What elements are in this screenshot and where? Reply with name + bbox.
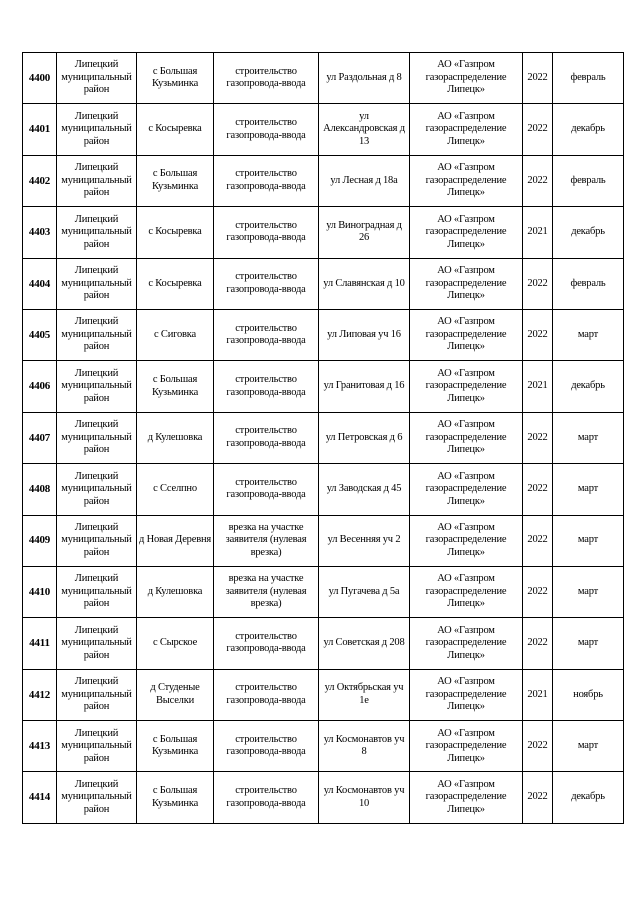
locality-cell: с Большая Кузьминка <box>137 361 214 412</box>
year-cell: 2022 <box>523 309 553 360</box>
work-type-cell: строительство газопровода-ввода <box>214 618 319 669</box>
address-cell: ул Пугачева д 5а <box>319 566 410 617</box>
month-cell: декабрь <box>553 772 624 823</box>
year-cell: 2022 <box>523 566 553 617</box>
locality-cell: с Косыревка <box>137 207 214 258</box>
work-type-cell: строительство газопровода-ввода <box>214 721 319 772</box>
row-number-cell: 4403 <box>23 207 57 258</box>
locality-cell: с Косыревка <box>137 258 214 309</box>
district-cell: Липецкий муниципальный район <box>57 412 137 463</box>
year-cell: 2022 <box>523 104 553 155</box>
organization-cell: АО «Газпром газораспределение Липецк» <box>410 669 523 720</box>
address-cell: ул Липовая уч 16 <box>319 309 410 360</box>
organization-cell: АО «Газпром газораспределение Липецк» <box>410 412 523 463</box>
organization-cell: АО «Газпром газораспределение Липецк» <box>410 258 523 309</box>
locality-cell: с Большая Кузьминка <box>137 721 214 772</box>
work-type-cell: строительство газопровода-ввода <box>214 669 319 720</box>
month-cell: март <box>553 721 624 772</box>
month-cell: ноябрь <box>553 669 624 720</box>
work-type-cell: строительство газопровода-ввода <box>214 258 319 309</box>
year-cell: 2022 <box>523 258 553 309</box>
work-type-cell: строительство газопровода-ввода <box>214 155 319 206</box>
locality-cell: д Кулешовка <box>137 412 214 463</box>
locality-cell: д Новая Деревня <box>137 515 214 566</box>
address-cell: ул Виноградная д 26 <box>319 207 410 258</box>
table-row <box>23 566 624 617</box>
locality-cell: с Сиговка <box>137 309 214 360</box>
locality-cell: с Большая Кузьминка <box>137 155 214 206</box>
work-type-cell: врезка на участке заявителя (нулевая врезка) <box>214 566 319 617</box>
row-number-cell: 4400 <box>23 53 57 104</box>
table-row <box>23 361 624 412</box>
year-cell: 2022 <box>523 53 553 104</box>
work-type-cell: строительство газопровода-ввода <box>214 104 319 155</box>
table-row <box>23 464 624 515</box>
work-type-cell: строительство газопровода-ввода <box>214 772 319 823</box>
organization-cell: АО «Газпром газораспределение Липецк» <box>410 721 523 772</box>
district-cell: Липецкий муниципальный район <box>57 566 137 617</box>
month-cell: март <box>553 515 624 566</box>
work-type-cell: строительство газопровода-ввода <box>214 412 319 463</box>
district-cell: Липецкий муниципальный район <box>57 53 137 104</box>
organization-cell: АО «Газпром газораспределение Липецк» <box>410 155 523 206</box>
table-row <box>23 207 624 258</box>
year-cell: 2022 <box>523 772 553 823</box>
month-cell: февраль <box>553 258 624 309</box>
organization-cell: АО «Газпром газораспределение Липецк» <box>410 361 523 412</box>
address-cell: ул Лесная д 18а <box>319 155 410 206</box>
row-number-cell: 4406 <box>23 361 57 412</box>
year-cell: 2021 <box>523 361 553 412</box>
locality-cell: с Большая Кузьминка <box>137 772 214 823</box>
organization-cell: АО «Газпром газораспределение Липецк» <box>410 772 523 823</box>
gasification-table <box>22 52 624 824</box>
row-number-cell: 4413 <box>23 721 57 772</box>
month-cell: март <box>553 412 624 463</box>
district-cell: Липецкий муниципальный район <box>57 618 137 669</box>
year-cell: 2022 <box>523 412 553 463</box>
locality-cell: д Кулешовка <box>137 566 214 617</box>
organization-cell: АО «Газпром газораспределение Липецк» <box>410 207 523 258</box>
district-cell: Липецкий муниципальный район <box>57 155 137 206</box>
district-cell: Липецкий муниципальный район <box>57 721 137 772</box>
year-cell: 2021 <box>523 669 553 720</box>
address-cell: ул Советская д 208 <box>319 618 410 669</box>
table-row <box>23 412 624 463</box>
organization-cell: АО «Газпром газораспределение Липецк» <box>410 566 523 617</box>
table-row <box>23 772 624 823</box>
district-cell: Липецкий муниципальный район <box>57 258 137 309</box>
address-cell: ул Заводская д 45 <box>319 464 410 515</box>
month-cell: март <box>553 566 624 617</box>
year-cell: 2022 <box>523 464 553 515</box>
organization-cell: АО «Газпром газораспределение Липецк» <box>410 515 523 566</box>
district-cell: Липецкий муниципальный район <box>57 669 137 720</box>
work-type-cell: строительство газопровода-ввода <box>214 309 319 360</box>
table-body <box>23 53 624 824</box>
address-cell: ул Славянская д 10 <box>319 258 410 309</box>
month-cell: декабрь <box>553 361 624 412</box>
month-cell: февраль <box>553 53 624 104</box>
table-row <box>23 104 624 155</box>
row-number-cell: 4405 <box>23 309 57 360</box>
year-cell: 2022 <box>523 721 553 772</box>
district-cell: Липецкий муниципальный район <box>57 515 137 566</box>
year-cell: 2022 <box>523 155 553 206</box>
locality-cell: с Сырское <box>137 618 214 669</box>
table-row <box>23 258 624 309</box>
row-number-cell: 4410 <box>23 566 57 617</box>
work-type-cell: врезка на участке заявителя (нулевая врезка) <box>214 515 319 566</box>
locality-cell: с Сселпно <box>137 464 214 515</box>
address-cell: ул Космонавтов уч 10 <box>319 772 410 823</box>
table-row <box>23 53 624 104</box>
month-cell: март <box>553 309 624 360</box>
address-cell: ул Гранитовая д 16 <box>319 361 410 412</box>
district-cell: Липецкий муниципальный район <box>57 207 137 258</box>
row-number-cell: 4404 <box>23 258 57 309</box>
locality-cell: д Студеные Выселки <box>137 669 214 720</box>
district-cell: Липецкий муниципальный район <box>57 309 137 360</box>
row-number-cell: 4408 <box>23 464 57 515</box>
month-cell: декабрь <box>553 104 624 155</box>
year-cell: 2022 <box>523 618 553 669</box>
work-type-cell: строительство газопровода-ввода <box>214 207 319 258</box>
row-number-cell: 4411 <box>23 618 57 669</box>
work-type-cell: строительство газопровода-ввода <box>214 361 319 412</box>
district-cell: Липецкий муниципальный район <box>57 104 137 155</box>
locality-cell: с Большая Кузьминка <box>137 53 214 104</box>
year-cell: 2022 <box>523 515 553 566</box>
row-number-cell: 4412 <box>23 669 57 720</box>
organization-cell: АО «Газпром газораспределение Липецк» <box>410 104 523 155</box>
address-cell: ул Весенняя уч 2 <box>319 515 410 566</box>
district-cell: Липецкий муниципальный район <box>57 464 137 515</box>
row-number-cell: 4401 <box>23 104 57 155</box>
organization-cell: АО «Газпром газораспределение Липецк» <box>410 309 523 360</box>
address-cell: ул Раздольная д 8 <box>319 53 410 104</box>
work-type-cell: строительство газопровода-ввода <box>214 464 319 515</box>
month-cell: март <box>553 618 624 669</box>
table-row <box>23 721 624 772</box>
row-number-cell: 4409 <box>23 515 57 566</box>
address-cell: ул Октябрьская уч 1е <box>319 669 410 720</box>
table-row <box>23 669 624 720</box>
table-row <box>23 515 624 566</box>
district-cell: Липецкий муниципальный район <box>57 772 137 823</box>
table-row <box>23 155 624 206</box>
organization-cell: АО «Газпром газораспределение Липецк» <box>410 618 523 669</box>
row-number-cell: 4414 <box>23 772 57 823</box>
work-type-cell: строительство газопровода-ввода <box>214 53 319 104</box>
table-row <box>23 618 624 669</box>
month-cell: март <box>553 464 624 515</box>
district-cell: Липецкий муниципальный район <box>57 361 137 412</box>
locality-cell: с Косыревка <box>137 104 214 155</box>
organization-cell: АО «Газпром газораспределение Липецк» <box>410 464 523 515</box>
address-cell: ул Космонавтов уч 8 <box>319 721 410 772</box>
table-row <box>23 309 624 360</box>
year-cell: 2021 <box>523 207 553 258</box>
month-cell: февраль <box>553 155 624 206</box>
address-cell: ул Петровская д 6 <box>319 412 410 463</box>
organization-cell: АО «Газпром газораспределение Липецк» <box>410 53 523 104</box>
row-number-cell: 4402 <box>23 155 57 206</box>
address-cell: ул Александровская д 13 <box>319 104 410 155</box>
row-number-cell: 4407 <box>23 412 57 463</box>
month-cell: декабрь <box>553 207 624 258</box>
